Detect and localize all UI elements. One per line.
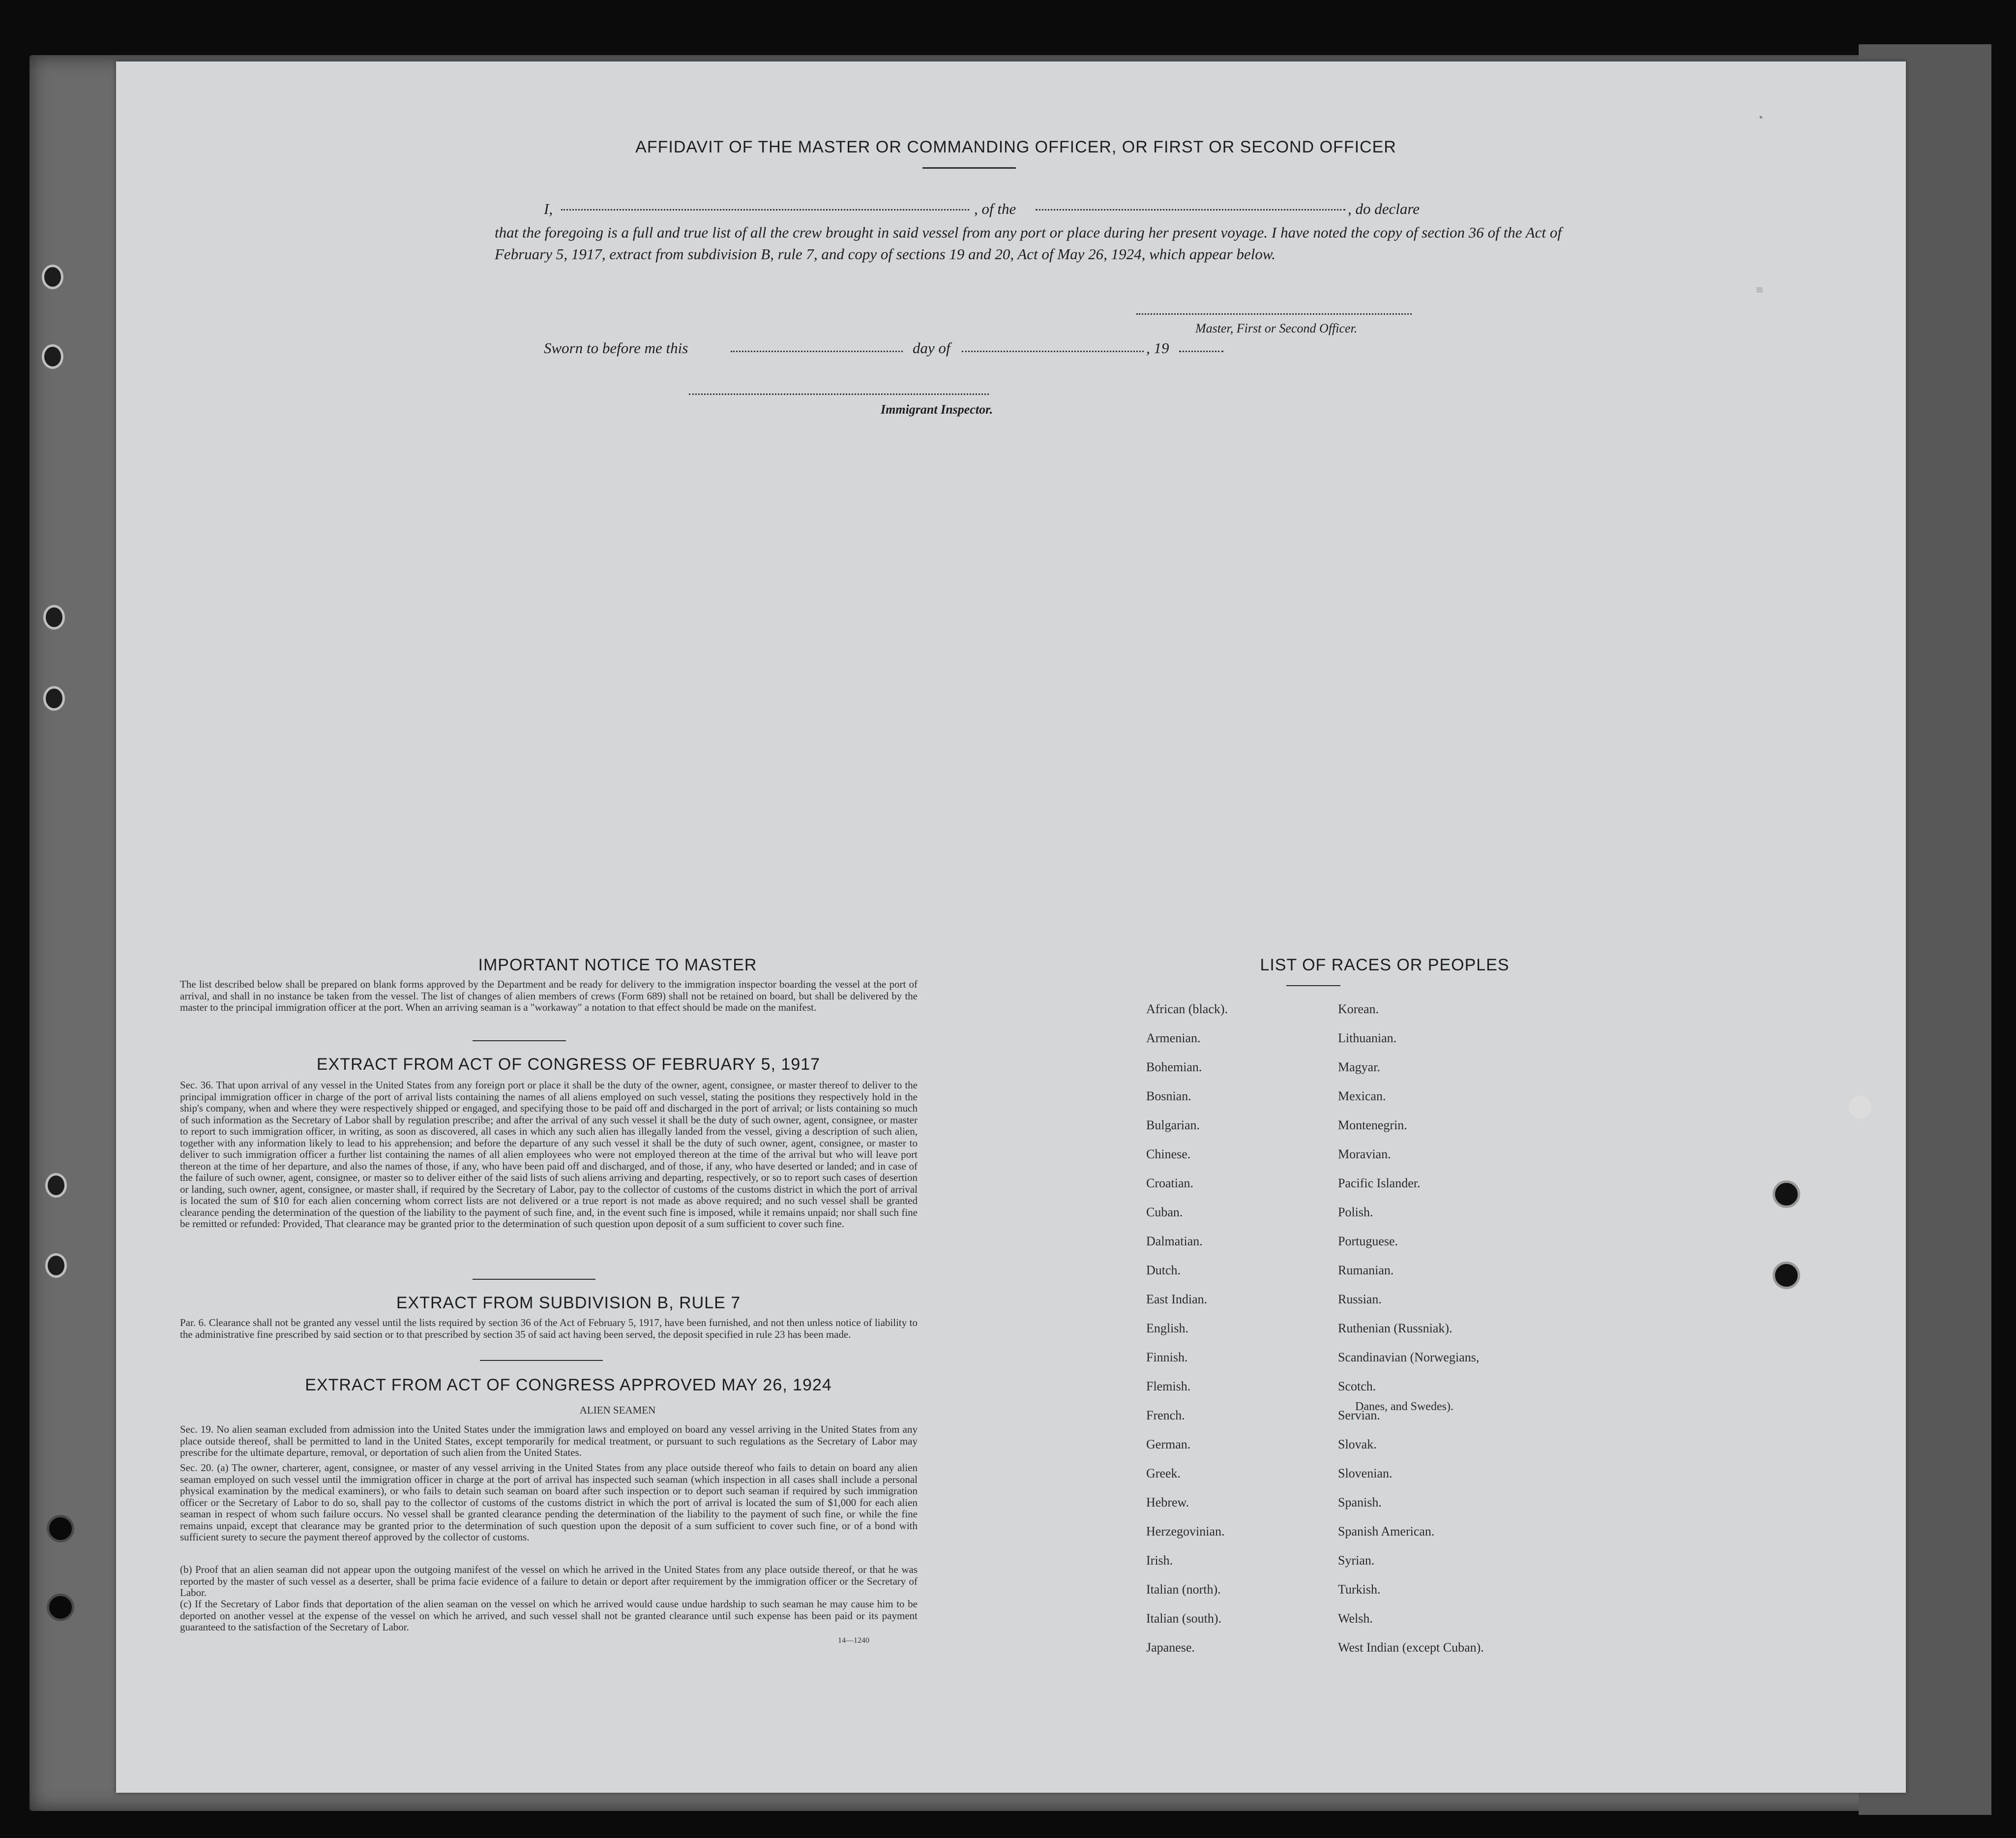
binder-hole [43, 605, 65, 630]
notice-title: IMPORTANT NOTICE TO MASTER [478, 956, 757, 974]
extract-1917-text: Sec. 36. That upon arrival of any vessel in the United States from any foreign port or place it shall be the duty of the owner, agent, consignee, or master thereof to deliver to the principal immigration officer in charge of the port of arrival lists containing the names of all aliens employed on such vessel, stating the positions they respectively hold in the ship's company, when and where they were respectively shipped or engaged, and specifying those to be paid off and discharged in the port of arrival; or lists containing so much of such information as the Secretary of Labor shall by regulation prescribe; and after the arrival of any such vessel it shall be the duty of such owner, agent, consignee, or master to report to such immigration officer, in writing, as soon as discovered, all cases in which any such alien has illegally landed from the vessel, giving a description of such alien, together with any information likely to lead to his apprehension; and before the departure of any such vessel it shall be the duty of such owner, agent, consignee, or master to deliver to such immigration officer a further list containing the names of all alien employees who were not employed thereon at the time of the arrival but who will leave port thereon at the time of her departure, and also the names of those, if any, who have been paid off and discharged, and of those, if any, who have deserted or landed; and in case of the failure of such owner, agent, consignee, or master so to deliver either of the said lists of such aliens arriving and departing, respectively, or so to report such cases of desertion or landing, such owner, agent, consignee, or master shall, if required by the Secretary of Labor, pay to the collector of customs of the customs district in which the port of arrival is located the sum of $10 for each alien concerning whom correct lists are not delivered or a true report is not made as above required; and no such vessel shall be granted clearance pending the determination of the question of the liability to the payment of such fine, and, in the event such fine is imposed, while it remains unpaid; nor shall such fine be remitted or refunded: Provided, That clearance may be granted prior to the determination of such question upon deposit of a sum sufficient to cover such fine. [180, 1079, 918, 1230]
divider [922, 167, 1016, 169]
race-item: Montenegrin. [1338, 1118, 1407, 1132]
race-item-continuation: Danes, and Swedes). [1355, 1400, 1453, 1413]
race-item: West Indian (except Cuban). [1338, 1640, 1484, 1655]
extract-1924-title: EXTRACT FROM ACT OF CONGRESS APPROVED MAY 26, 1924 [305, 1376, 832, 1394]
sec20c-text: (c) If the Secretary of Labor finds that deportation of the alien seaman on the vessel on which he arrived would cause undue hardship to such seaman he may cause him to be deported on another vessel at the expense of the vessel on which he arrived, and such vessel shall not be granted clearance until such expense has been paid or its payment guaranteed to the satisfaction of the Secretary of Labor. [180, 1598, 918, 1633]
alien-seamen-subtitle: ALIEN SEAMEN [579, 1404, 656, 1416]
race-item: Scandinavian (Norwegians, [1338, 1350, 1480, 1364]
race-item: Pacific Islander. [1338, 1176, 1421, 1190]
binder-hole [42, 344, 63, 369]
affidavit-declare: , do declare [1348, 200, 1420, 217]
race-item: Turkish. [1338, 1582, 1381, 1597]
binder-hole [1773, 1180, 1800, 1208]
race-item: Spanish. [1338, 1495, 1382, 1509]
race-item: Ruthenian (Russniak). [1338, 1321, 1453, 1335]
race-item: Portuguese. [1338, 1234, 1398, 1248]
race-item: Greek. [1146, 1466, 1181, 1480]
race-item: Mexican. [1338, 1089, 1386, 1103]
margin-mark: ◔ [1756, 111, 1764, 125]
binder-hole-white [1849, 1096, 1871, 1118]
binder-hole [47, 1515, 74, 1542]
sworn-day-of: day of [913, 339, 950, 357]
race-item: Chinese. [1146, 1147, 1191, 1161]
race-item: Hebrew. [1146, 1495, 1189, 1509]
race-item: Slovak. [1338, 1437, 1377, 1451]
binder-hole [43, 686, 65, 711]
rule7-title: EXTRACT FROM SUBDIVISION B, RULE 7 [396, 1294, 741, 1312]
binder-hole [45, 1173, 67, 1198]
race-item: Italian (south). [1146, 1611, 1222, 1626]
extract-1917-title: EXTRACT FROM ACT OF CONGRESS OF FEBRUARY 5, 1917 [316, 1055, 821, 1074]
race-item: German. [1146, 1437, 1191, 1451]
master-label: Master, First or Second Officer. [1195, 321, 1358, 335]
race-item: Croatian. [1146, 1176, 1194, 1190]
divider [473, 1279, 595, 1280]
divider [1286, 985, 1340, 986]
race-item: Finnish. [1146, 1350, 1188, 1364]
inspector-label: Immigrant Inspector. [881, 402, 993, 417]
race-item: Flemish. [1146, 1379, 1191, 1393]
binder-hole [45, 1253, 67, 1278]
sworn-year: , 19 [1146, 339, 1169, 357]
race-item: Russian. [1338, 1292, 1382, 1306]
form-number: 14—1240 [838, 1636, 869, 1645]
race-item: Irish. [1146, 1553, 1173, 1567]
sec19-text: Sec. 19. No alien seaman excluded from admission into the United States under the immigration laws and employed on board any vessel arriving in the United States from any place outside thereof, shall be permitted to land in the United States, except temporarily for medical treatment, or pursuant to such regulations as the Secretary of Labor may prescribe for the ultimate departure, removal, or deportation of such alien from the United States. [180, 1423, 918, 1458]
sworn-day-blank[interactable] [731, 351, 903, 352]
sworn-month-blank[interactable] [962, 351, 1144, 352]
rule7-text: Par. 6. Clearance shall not be granted any vessel until the lists required by section 36 of the Act of February 5, 1917, have been furnished, and not then unless notice of liability to the administrative fine prescribed by said section or to that prescribed by section 35 of said act having been served, the deposit specified in rule 23 has been made. [180, 1317, 918, 1340]
race-item: Syrian. [1338, 1553, 1375, 1567]
sworn-year-blank[interactable] [1179, 351, 1223, 352]
race-item: Japanese. [1146, 1640, 1195, 1655]
races-title: LIST OF RACES OR PEOPLES [1260, 956, 1510, 974]
race-item: French. [1146, 1408, 1185, 1422]
race-item: Bohemian. [1146, 1060, 1202, 1074]
race-item: Slovenian. [1338, 1466, 1393, 1480]
race-item: English. [1146, 1321, 1188, 1335]
vessel-blank[interactable] [1036, 209, 1345, 211]
margin-mark: ≡ [1756, 283, 1763, 297]
race-item: Rumanian. [1338, 1263, 1394, 1277]
binder-hole [47, 1594, 74, 1621]
name-blank[interactable] [561, 209, 969, 211]
race-item: East Indian. [1146, 1292, 1208, 1306]
affidavit-title: AFFIDAVIT OF THE MASTER OR COMMANDING OFFICER, OR FIRST OR SECOND OFFICER [635, 138, 1396, 156]
race-item: Polish. [1338, 1205, 1373, 1219]
races-list [1146, 1002, 1687, 1655]
manifest-page [116, 61, 1906, 1793]
notice-text: The list described below shall be prepared on blank forms approved by the Department and be ready for delivery to the immigration inspector boarding the vessel at the port of arrival, and shall in no instance be taken from the vessel. The list of changes of alien members of crews (Form 689) shall not be retained on board, but shall be delivered by the master to the principal immigration officer at the port. When an arriving seaman is a "workaway" a notation to that effect should be made on the manifest. [180, 978, 918, 1013]
binder-hole [1773, 1262, 1800, 1289]
race-item: Scotch. [1338, 1379, 1376, 1393]
race-item: Italian (north). [1146, 1582, 1221, 1597]
affidavit-body: that the foregoing is a full and true list of all the crew brought in said vessel from any port or place during her present voyage. I have noted the copy of section 36 of the Act of February 5, 1917, extract from subdivision B, rule 7, and copy of sections 19 and 20, Act of May 26, 1924, which appear below. [495, 224, 1562, 263]
race-item: Korean. [1338, 1002, 1379, 1016]
sworn-prefix: Sworn to before me this [544, 339, 688, 357]
race-item: Dalmatian. [1146, 1234, 1203, 1248]
race-item: Welsh. [1338, 1611, 1373, 1626]
race-item: Herzegovinian. [1146, 1524, 1225, 1538]
race-item: Lithuanian. [1338, 1031, 1397, 1045]
race-item: Spanish American. [1338, 1524, 1435, 1538]
race-item: Magyar. [1338, 1060, 1380, 1074]
race-item: Bulgarian. [1146, 1118, 1200, 1132]
sec20b-text: (b) Proof that an alien seaman did not appear upon the outgoing manifest of the vessel on which he arrived in the United States from any place outside thereof, or that he was reported by the master of such vessel as a deserter, shall be prima facie evidence of a failure to detain or deport after requirement by the immigration officer or the Secretary of Labor. [180, 1564, 918, 1598]
master-signature-line[interactable] [1136, 313, 1412, 315]
race-item: Dutch. [1146, 1263, 1181, 1277]
race-item: African (black). [1146, 1002, 1228, 1016]
race-item: Armenian. [1146, 1031, 1201, 1045]
affidavit-i: I, [544, 200, 553, 217]
race-item: Bosnian. [1146, 1089, 1191, 1103]
race-item: Servian. [1338, 1408, 1380, 1422]
race-item: Moravian. [1338, 1147, 1391, 1161]
binder-hole [42, 265, 63, 289]
divider [473, 1040, 566, 1041]
race-item: Cuban. [1146, 1205, 1183, 1219]
divider [480, 1360, 603, 1361]
inspector-signature-line[interactable] [689, 393, 989, 395]
sec20a-text: Sec. 20. (a) The owner, charterer, agent, consignee, or master of any vessel arriving in the United States from any place outside thereof who fails to detain on board any alien seaman employed on such vessel until the immigration officer in charge at the port of arrival has inspected such seaman (which inspection in all cases shall include a personal physical examination by the medical examiners), or who fails to detain such seaman on board after such inspection or to deport such seaman if required by such immigration officer or the Secretary of Labor to do so, shall pay to the collector of customs of the customs district in which the port of arrival is located the sum of $1,000 for each alien seaman in respect of whom such failure occurs. No vessel shall be granted clearance pending the determination of the liability to the payment of such fine, or while the fine remains unpaid, except that clearance may be granted prior to the determination of such question upon the deposit of a sum sufficient to cover such fine, or of a bond with sufficient surety to secure the payment thereof approved by the collector of customs. [180, 1462, 918, 1543]
affidavit-of-the: , of the [974, 200, 1016, 217]
